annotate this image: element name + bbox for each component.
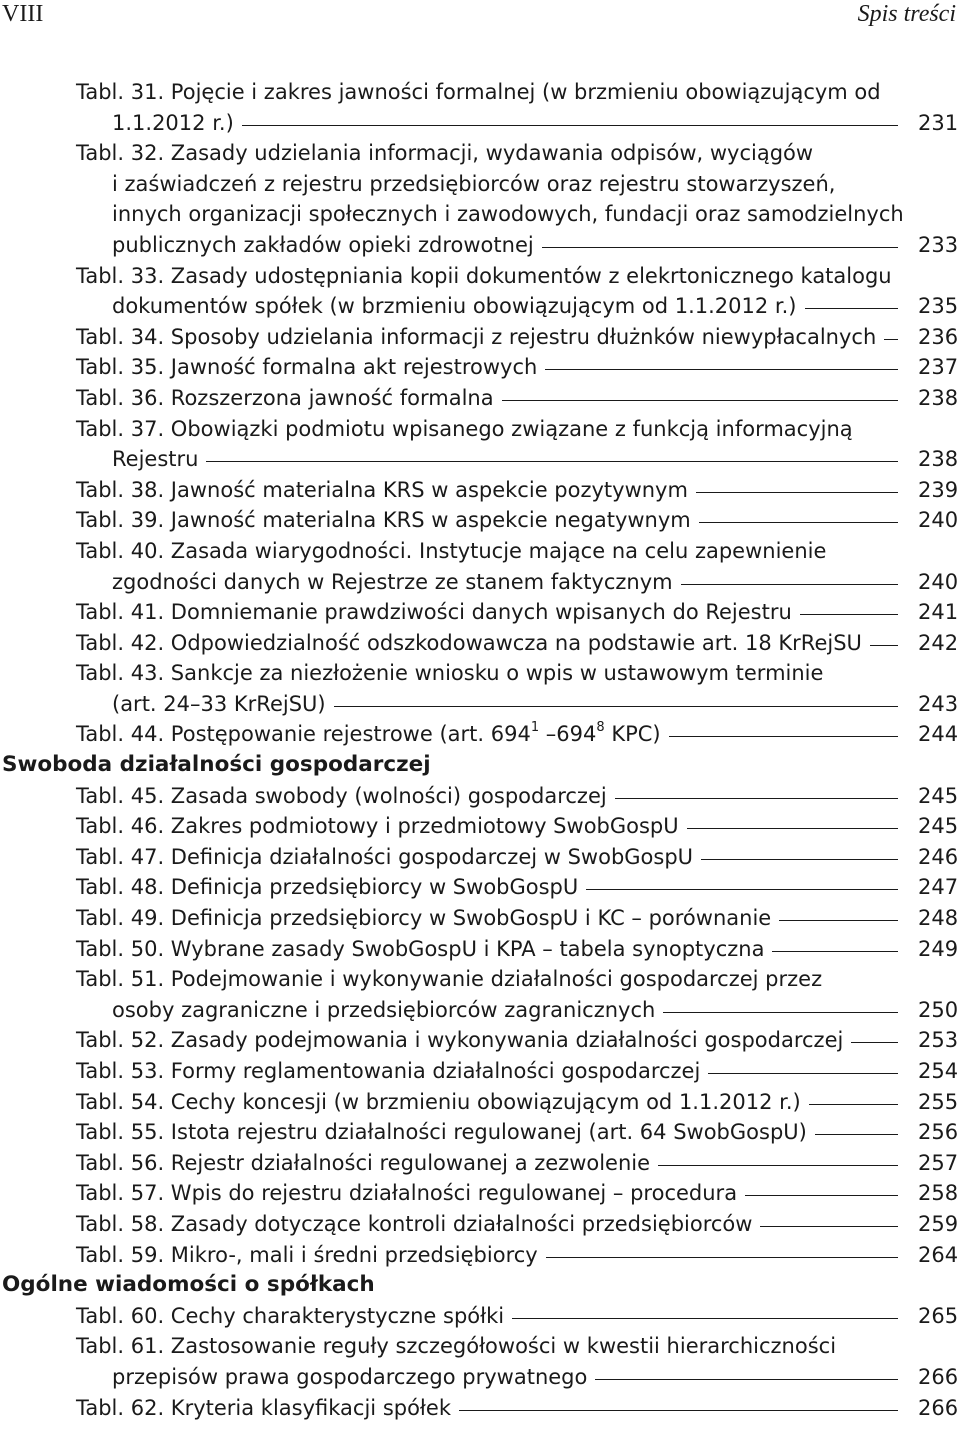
page-ref: 240 (918, 569, 959, 594)
dot-leader (502, 400, 898, 401)
toc-entry-line (76, 108, 959, 139)
dot-leader (696, 492, 898, 493)
toc-entry-line (76, 383, 959, 414)
toc-entry[interactable] (76, 352, 959, 383)
toc-entry[interactable] (76, 811, 959, 842)
toc-entry-text: Tabl. 58. Zasady dotyczące kontroli działalności przedsiębiorców (76, 1211, 753, 1236)
toc-entry[interactable] (76, 505, 959, 536)
toc-entry-text: i zaświadczeń z rejestru przedsiębiorców oraz rejestru stowarzyszeń, (112, 171, 836, 196)
toc-entry-line (76, 1240, 959, 1271)
dot-leader (206, 461, 898, 462)
toc-entry-text: innych organizacji społecznych i zawodowych, fundacji oraz samodzielnych (112, 202, 904, 227)
toc-entry-line (76, 872, 959, 903)
toc-entry-line (76, 934, 959, 965)
running-title: Spis treści (857, 1, 956, 27)
toc-entry-line (76, 1025, 959, 1056)
dot-leader (870, 645, 898, 646)
toc-entry[interactable] (76, 903, 959, 934)
toc-entry-text: Tabl. 46. Zakres podmiotowy i przedmiotowy SwobGospU (76, 814, 679, 839)
page-number: VIII (2, 1, 44, 27)
dot-leader (545, 369, 898, 370)
page-ref: 250 (918, 997, 959, 1022)
page-ref: 265 (918, 1303, 959, 1328)
toc-entry-text: dokumentów spółek (w brzmieniu obowiązującym od 1.1.2012 r.) (112, 294, 797, 319)
toc-entry[interactable] (76, 658, 959, 719)
toc-entry[interactable] (76, 872, 959, 903)
dot-leader (815, 1134, 898, 1135)
toc-entry-line (76, 1331, 956, 1362)
toc-entry-line (76, 628, 959, 659)
toc-entry[interactable] (76, 781, 959, 812)
toc-entry[interactable] (76, 1393, 959, 1424)
toc-entry[interactable] (76, 1117, 959, 1148)
toc-entry[interactable] (76, 1301, 959, 1332)
toc-entry-line (76, 475, 959, 506)
dot-leader (745, 1195, 898, 1196)
toc-entry-text: Tabl. 50. Wybrane zasady SwobGospU i KPA – tabela synoptyczna (76, 936, 765, 961)
toc-entry-text: Tabl. 39. Jawność materialna KRS w aspekcie negatywnym (76, 508, 691, 533)
superscript: 8 (596, 720, 605, 736)
toc-entry[interactable] (76, 1331, 959, 1392)
page-ref: 240 (918, 508, 959, 533)
page-ref: 255 (918, 1089, 959, 1114)
dot-leader (699, 522, 898, 523)
toc-entry-text: Tabl. 36. Rozszerzona jawność formalna (76, 385, 494, 410)
toc-entry[interactable] (76, 628, 959, 659)
dot-leader (542, 247, 898, 248)
dot-leader (687, 828, 898, 829)
page-ref: 238 (918, 385, 959, 410)
page-ref: 245 (918, 814, 959, 839)
toc-entry-line (76, 1393, 959, 1424)
toc-entry-text: Tabl. 47. Definicja działalności gospodarczej w SwobGospU (76, 844, 694, 869)
toc-entry[interactable] (76, 719, 959, 750)
toc-entry-line (76, 230, 959, 261)
toc-entry[interactable] (76, 1025, 959, 1056)
dot-leader (512, 1318, 898, 1319)
dot-leader (459, 1410, 898, 1411)
dot-leader (615, 798, 898, 799)
toc-entry-line (76, 1209, 959, 1240)
page-ref: 238 (918, 447, 959, 472)
dot-leader (779, 920, 898, 921)
page-ref: 257 (918, 1150, 959, 1175)
toc-entry[interactable] (76, 597, 959, 628)
toc-entry-line (76, 995, 959, 1026)
toc-entry[interactable] (76, 1178, 959, 1209)
page-ref: 256 (918, 1120, 959, 1145)
toc-entry-text: Tabl. 57. Wpis do rejestru działalności regulowanej – procedura (76, 1181, 738, 1206)
dot-leader (701, 859, 898, 860)
dot-leader (800, 614, 898, 615)
page-ref: 249 (918, 936, 959, 961)
toc-entry-line (76, 169, 956, 200)
toc-entry-line (76, 505, 959, 536)
toc-entry-text (76, 719, 661, 750)
page-ref: 235 (918, 294, 959, 319)
toc-entry-text: Tabl. 54. Cechy koncesji (w brzmieniu obowiązującym od 1.1.2012 r.) (76, 1089, 801, 1114)
toc-entry-text: Tabl. 48. Definicja przedsiębiorcy w SwobGospU (76, 875, 579, 900)
toc-entry-line (76, 811, 959, 842)
dot-leader (708, 1073, 898, 1074)
toc-entry-text: Tabl. 35. Jawność formalna akt rejestrowych (76, 355, 538, 380)
toc-entry-text: Tabl. 62. Kryteria klasyfikacji spółek (76, 1395, 451, 1420)
page-ref: 258 (918, 1181, 959, 1206)
toc-entry-line (76, 842, 959, 873)
toc-entry[interactable] (76, 934, 959, 965)
toc-entry-line (76, 1117, 959, 1148)
toc-entry-line (76, 291, 959, 322)
toc-entry-text: przepisów prawa gospodarczego prywatnego (112, 1364, 588, 1389)
page-ref: 266 (918, 1364, 959, 1389)
toc-entry-line (76, 444, 959, 475)
toc-entry-text: Tabl. 45. Zasada swobody (wolności) gospodarczej (76, 783, 607, 808)
page-ref: 266 (918, 1395, 959, 1420)
toc-entry-text: publicznych zakładów opieki zdrowotnej (112, 232, 534, 257)
toc-entry-line (76, 1148, 959, 1179)
dot-leader (546, 1257, 898, 1258)
toc-entry-text: Tabl. 61. Zastosowanie reguły szczegółowości w kwestii hierarchiczności (76, 1334, 837, 1359)
toc-entry-line (76, 1087, 959, 1118)
dot-leader (658, 1165, 898, 1166)
toc-entry-text: Tabl. 41. Domniemanie prawdziwości danych wpisanych do Rejestru (76, 600, 792, 625)
toc-entry[interactable] (76, 1056, 959, 1087)
page-ref: 264 (918, 1242, 959, 1267)
page-ref: 247 (918, 875, 959, 900)
page-ref: 254 (918, 1059, 959, 1083)
toc-entry-text: Tabl. 56. Rejestr działalności regulowanej a zezwolenie (76, 1150, 651, 1175)
page-ref: 245 (918, 783, 959, 808)
dot-leader (595, 1379, 898, 1380)
toc-entry[interactable] (76, 1087, 959, 1118)
table-of-contents (0, 77, 960, 1423)
toc-entry-line (76, 1178, 959, 1209)
toc-entry-line (76, 597, 959, 628)
toc-entry-text: Tabl. 52. Zasady podejmowania i wykonywania działalności gospodarczej (76, 1028, 844, 1053)
dot-leader (809, 1104, 898, 1105)
page-ref: 236 (918, 324, 959, 349)
section-heading: Ogólne wiadomości o spółkach (2, 1272, 375, 1298)
toc-entry[interactable] (76, 964, 959, 1025)
toc-entry-line (76, 689, 959, 720)
page-ref: 233 (918, 232, 959, 257)
dot-leader (669, 736, 898, 737)
toc-text-part: Tabl. 44. Postępowanie rejestrowe (art. 694 (76, 722, 531, 747)
toc-entry-line (76, 658, 956, 689)
running-header (0, 0, 960, 40)
toc-text-part: KPC) (604, 722, 661, 747)
toc-entry-text: Rejestru (112, 447, 199, 472)
toc-entry-text: Tabl. 53. Formy reglamentowania działalności gospodarczej (76, 1059, 701, 1083)
toc-entry-text: osoby zagraniczne i przedsiębiorców zagranicznych (112, 997, 656, 1022)
dot-leader (663, 1012, 898, 1013)
superscript: 1 (530, 720, 540, 736)
toc-entry-text: Tabl. 51. Podejmowanie i wykonywanie działalności gospodarczej przez (76, 967, 823, 992)
toc-entry-line (76, 781, 959, 812)
toc-text-part: –694 (539, 722, 597, 747)
toc-entry-text: Tabl. 60. Cechy charakterystyczne spółki (76, 1303, 505, 1328)
toc-entry-line (76, 414, 956, 445)
dot-leader (334, 706, 898, 707)
dot-leader (851, 1042, 898, 1043)
toc-entry[interactable] (76, 414, 959, 475)
toc-entry[interactable] (76, 1148, 959, 1179)
toc-entry-text: Tabl. 40. Zasada wiarygodności. Instytucje mające na celu zapewnienie (76, 538, 827, 563)
toc-entry-text: Tabl. 34. Sposoby udzielania informacji z rejestru dłużnków niewypłacalnych (76, 324, 877, 349)
page-ref: 248 (918, 906, 959, 931)
toc-entry[interactable] (76, 475, 959, 506)
toc-entry-text: Tabl. 33. Zasady udostępniania kopii dokumentów z elekrtonicznego katalogu (76, 263, 892, 288)
toc-entry-text: zgodności danych w Rejestrze ze stanem faktycznym (112, 569, 673, 594)
dot-leader (681, 584, 898, 585)
toc-entry-line (76, 322, 959, 353)
toc-entry[interactable] (76, 536, 959, 597)
toc-entry-line (76, 536, 956, 567)
toc-entry-line (76, 1301, 959, 1332)
page-ref: 259 (918, 1211, 959, 1236)
toc-entry-line (76, 261, 956, 292)
toc-entry-line (76, 567, 959, 598)
dot-leader (586, 889, 898, 890)
toc-entry[interactable] (76, 322, 959, 353)
page-ref: 237 (918, 355, 959, 380)
toc-entry-line (76, 964, 956, 995)
toc-entry-text: Tabl. 43. Sankcje za niezłożenie wniosku o wpis w ustawowym terminie (76, 661, 824, 686)
toc-entry[interactable] (76, 1209, 959, 1240)
toc-entry[interactable] (76, 138, 959, 260)
toc-entry-text: Tabl. 37. Obowiązki podmiotu wpisanego związane z funkcją informacyjną (76, 416, 853, 441)
section-heading: Swoboda działalności gospodarczej (2, 752, 431, 778)
toc-entry[interactable] (76, 77, 959, 138)
toc-entry-line (76, 199, 956, 230)
page-ref: 244 (918, 722, 959, 747)
toc-entry[interactable] (76, 842, 959, 873)
toc-entry-line (76, 1056, 959, 1087)
toc-entry[interactable] (76, 261, 959, 322)
toc-entry[interactable] (76, 383, 959, 414)
toc-entry[interactable] (76, 1240, 959, 1271)
toc-entry-line (76, 352, 959, 383)
dot-leader (884, 339, 898, 340)
page-ref: 242 (918, 630, 959, 655)
toc-entry-text: 1.1.2012 r.) (112, 110, 234, 135)
toc-entry-text: Tabl. 55. Istota rejestru działalności regulowanej (art. 64 SwobGospU) (76, 1120, 807, 1145)
toc-entry-text: (art. 24–33 KrRejSU) (112, 691, 326, 716)
toc-entry-line (76, 138, 956, 169)
toc-entry-text: Tabl. 31. Pojęcie i zakres jawności formalnej (w brzmieniu obowiązującym od (76, 80, 881, 104)
toc-entry-line (76, 719, 959, 750)
dot-leader (772, 951, 898, 952)
page-ref: 243 (918, 691, 959, 716)
toc-entry-text: Tabl. 42. Odpowiedzialność odszkodowawcza na podstawie art. 18 KrRejSU (76, 630, 862, 655)
toc-entry-text: Tabl. 59. Mikro-, mali i średni przedsiębiorcy (76, 1242, 538, 1267)
page-ref: 253 (918, 1028, 959, 1053)
page-ref: 231 (918, 110, 959, 135)
toc-entry-text: Tabl. 32. Zasady udzielania informacji, wydawania odpisów, wyciągów (76, 141, 814, 166)
page-ref: 239 (918, 477, 959, 502)
toc-entry-line (76, 1362, 959, 1393)
toc-entry-text: Tabl. 38. Jawność materialna KRS w aspekcie pozytywnym (76, 477, 688, 502)
page-ref: 246 (918, 844, 959, 869)
toc-entry-line (76, 77, 956, 108)
dot-leader (760, 1226, 898, 1227)
dot-leader (242, 125, 898, 126)
toc-entry-line (76, 903, 959, 934)
page-ref: 241 (918, 600, 959, 625)
dot-leader (805, 308, 899, 309)
toc-entry-text: Tabl. 49. Definicja przedsiębiorcy w SwobGospU i KC – porównanie (76, 906, 772, 931)
